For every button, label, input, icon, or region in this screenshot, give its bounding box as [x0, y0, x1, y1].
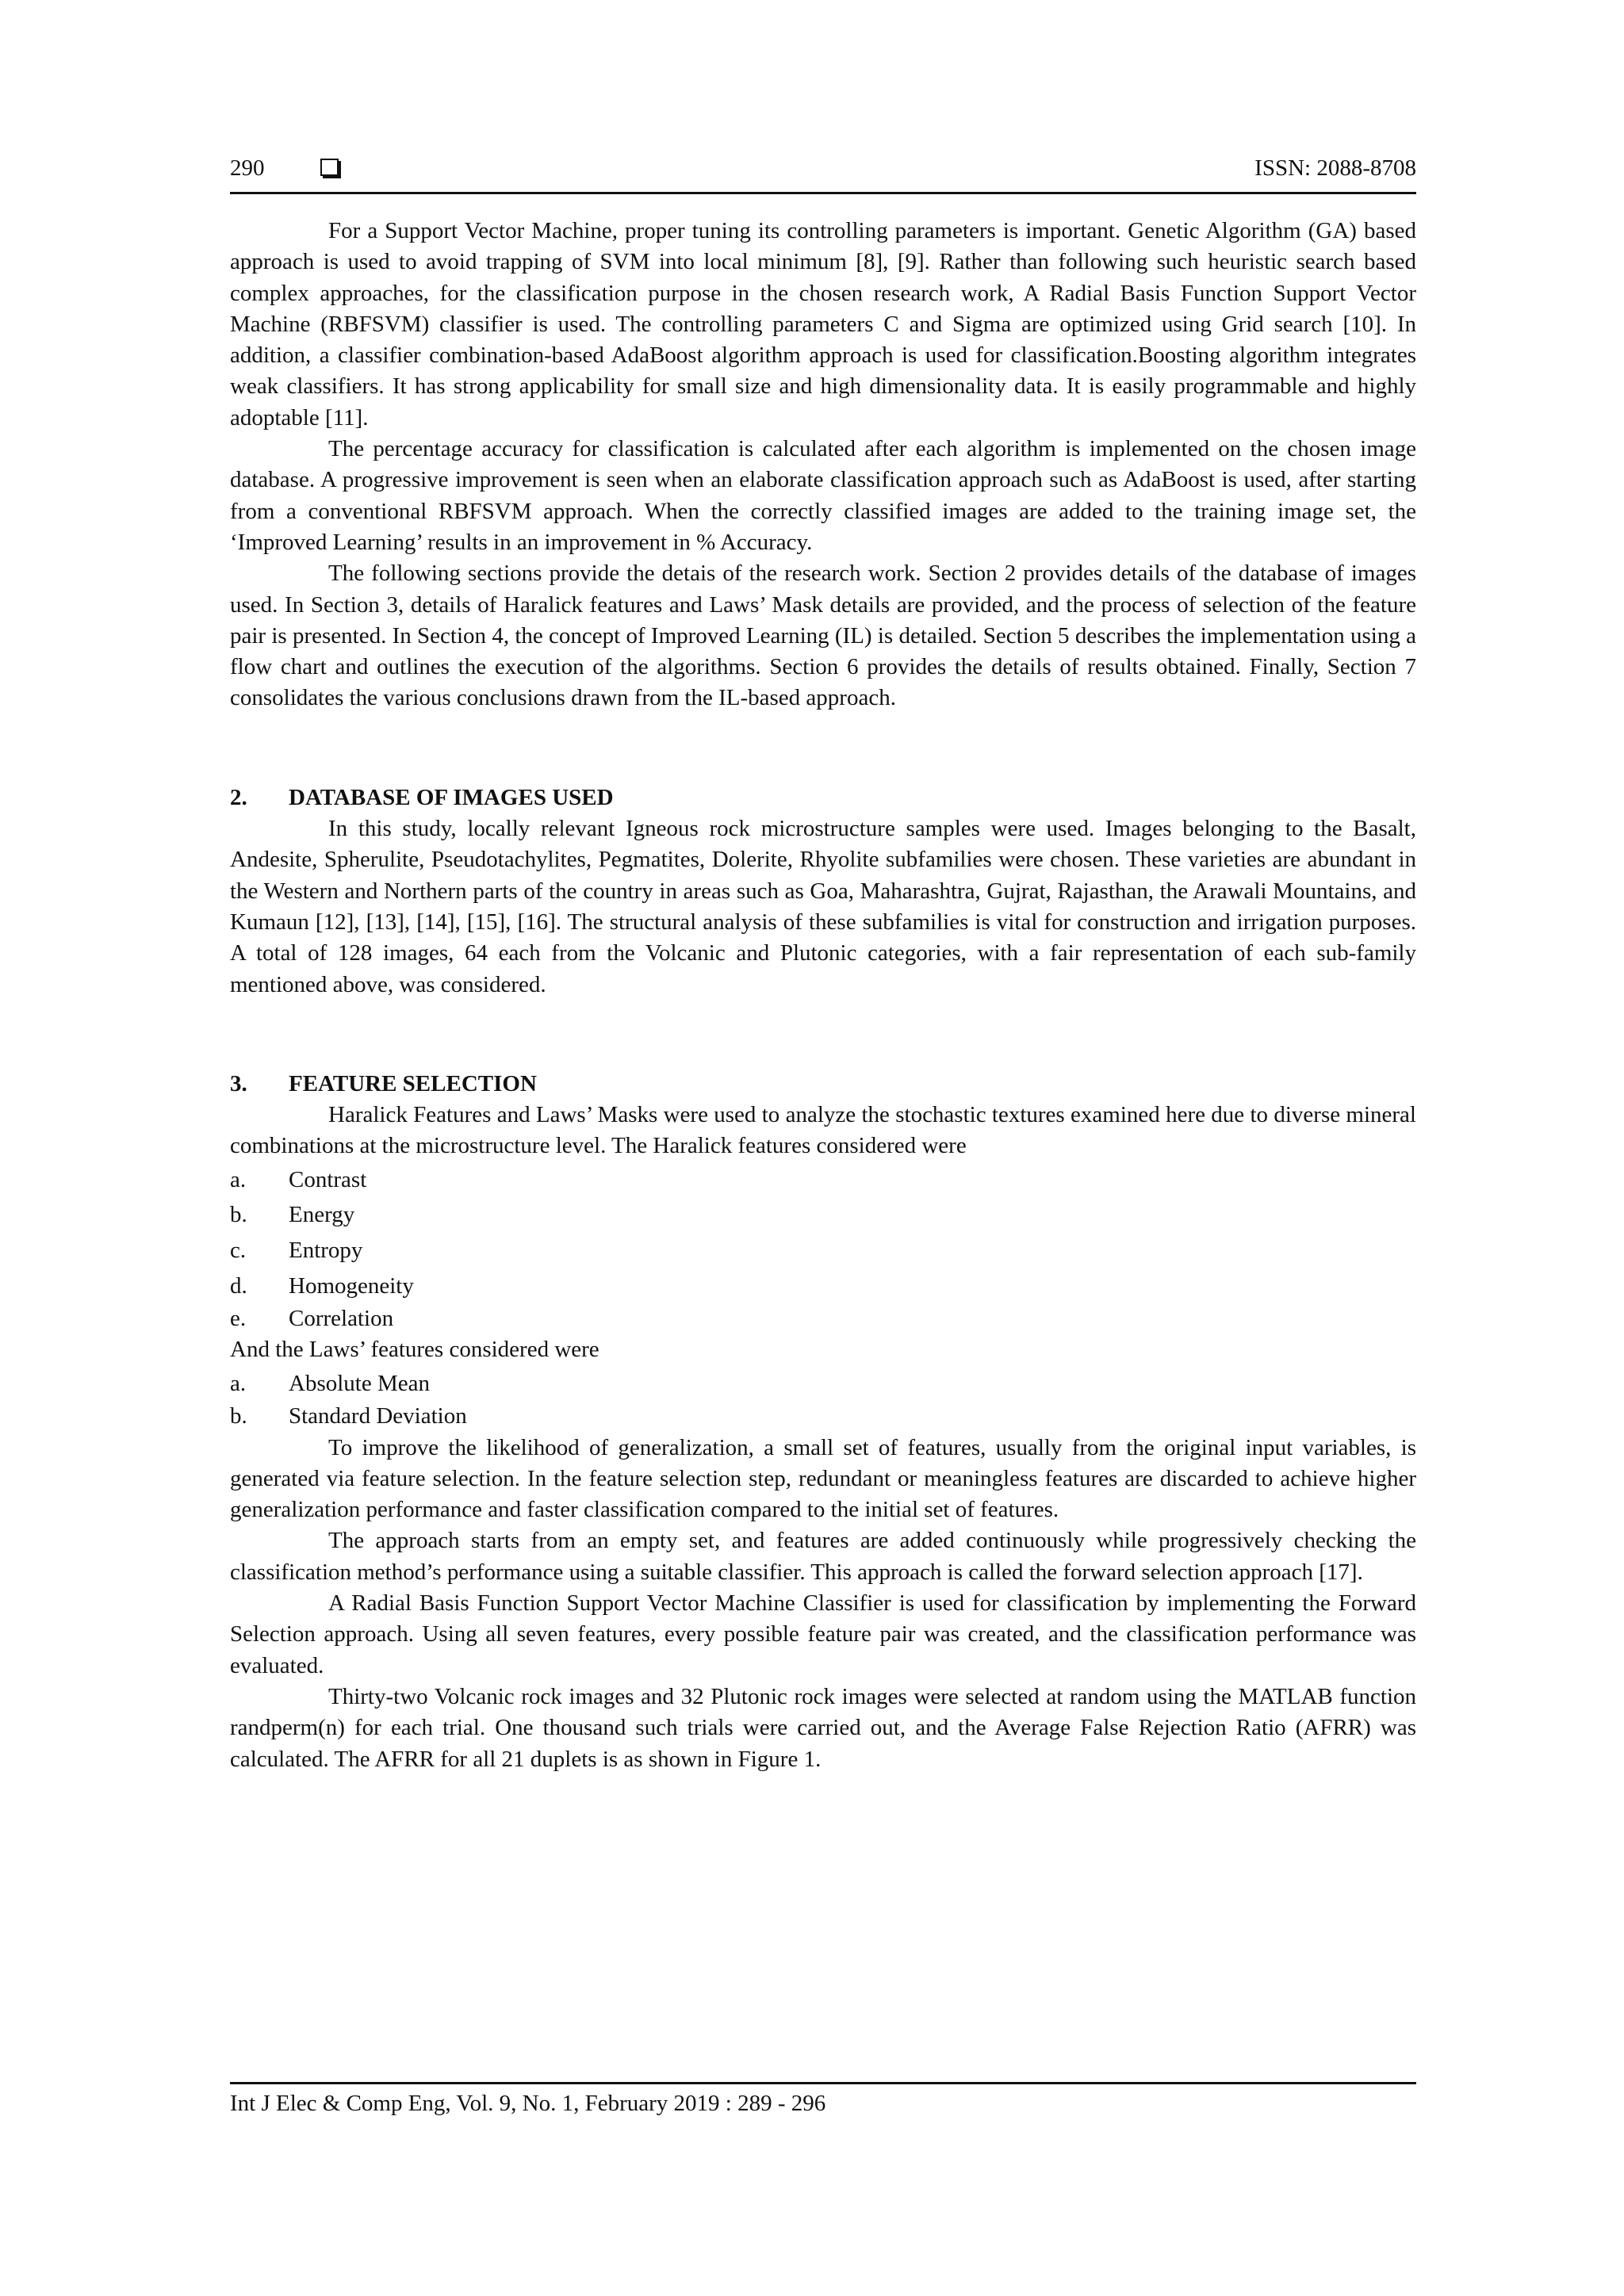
intro-paragraph-2: The percentage accuracy for classification is calculated after each algorithm is implemented on the chosen image database. A progressive improvement is seen when an elaborate classification approach such as AdaBoost is used, after starting from a conventional RBFSVM approach. When the correctly classified images are added to the training image set, the ‘Improved Learning’ results in an improvement in % Accuracy. — [230, 436, 1416, 555]
section-3-paragraph-1: To improve the likelihood of generalization, a small set of features, usually from the original input variables, is generated via feature selection. In the feature selection step, redundant or meaningless features are discarded to achieve higher generalization performance and faster classification compared to the initial set of features. — [230, 1434, 1416, 1523]
section-3-number: 3. — [230, 1070, 247, 1096]
laws-features-intro: And the Laws’ features considered were — [230, 1337, 599, 1363]
list-item-text: Absolute Mean — [289, 1370, 430, 1396]
laws-feature-list — [230, 1366, 1416, 1433]
section-2-paragraph: In this study, locally relevant Igneous rock microstructure samples were used. Images belonging to the Basalt, Andesite, Spherulite, Pseudotachylites, Pegmatites, Dolerite, Rhyolite subfamilies were chosen. These varieties are abundant in the Western and Northern parts of the country in areas such as Goa, Maharashtra, Gujrat, Rajasthan, the Arawali Mountains, and Kumaun [12], [13], [14], [15], [16]. The structural analysis of these subfamilies is vital for construction and irrigation purposes. A total of 128 images, 64 each from the Volcanic and Plutonic categories, with a fair representation of each sub-family mentioned above, was considered. — [230, 816, 1416, 997]
page-header — [230, 151, 1416, 194]
intro-paragraph-1: For a Support Vector Machine, proper tuning its controlling parameters is important. Genetic Algorithm (GA) based approach is used to avoid trapping of SVM into local minimum [8], [9]. Rather than following such heuristic search based complex approaches, for the classification purpose in the chosen research work, A Radial Basis Function Support Vector Machine (RBFSVM) classifier is used. The controlling parameters C and Sigma are optimized using Grid search [10]. In addition, a classifier combination-based AdaBoost algorithm approach is used for classification.Boosting algorithm integrates weak classifiers. It has strong applicability for small size and high dimensionality data. It is easily programmable and highly adoptable [11]. — [230, 218, 1416, 430]
journal-issn: ISSN: 2088-8708 — [1254, 155, 1416, 181]
list-item-text: Standard Deviation — [289, 1403, 467, 1429]
section-spacer — [230, 714, 1416, 783]
section-2-number: 2. — [230, 784, 247, 810]
section-spacer — [230, 1001, 1416, 1069]
list-item-text: Energy — [289, 1202, 355, 1228]
intro-paragraph-3: The following sections provide the detais of the research work. Section 2 provides details of the database of images used. In Section 3, details of Haralick features and Laws’ Mask details are provided, and the process of selection of the feature pair is presented. In Section 4, the concept of Improved Learning (IL) is detailed. Section 5 describes the implementation using a flow chart and outlines the execution of the algorithms. Section 6 provides the details of results obtained. Finally, Section 7 consolidates the various conclusions drawn from the IL-based approach. — [230, 561, 1416, 711]
haralick-feature-list — [230, 1162, 1416, 1335]
list-marker: b. — [230, 1202, 247, 1228]
list-item-text: Correlation — [289, 1306, 394, 1332]
list-item-text: Entropy — [289, 1237, 363, 1263]
list-marker: c. — [230, 1237, 247, 1263]
list-marker: d. — [230, 1272, 247, 1299]
list-item — [230, 1303, 1416, 1334]
page-footer — [230, 2082, 1416, 2117]
section-3-title: FEATURE SELECTION — [289, 1070, 537, 1096]
section-2-heading — [230, 783, 1416, 813]
list-marker: b. — [230, 1403, 247, 1429]
list-marker: e. — [230, 1306, 247, 1332]
journal-citation: Int J Elec & Comp Eng, Vol. 9, No. 1, February 2019 : 289 - 296 — [230, 2091, 826, 2116]
section-3-intro: Haralick Features and Laws’ Masks were used to analyze the stochastic textures examined here due to diverse mineral combinations at the microstructure level. The Haralick features considered were — [230, 1102, 1416, 1159]
list-marker: a. — [230, 1370, 247, 1396]
section-3-paragraph-4: Thirty-two Volcanic rock images and 32 Plutonic rock images were selected at random using the MATLAB function randperm(n) for each trial. One thousand such trials were carried out, and the Average False Rejection Ratio (AFRR) was calculated. The AFRR for all 21 duplets is as shown in Figure 1. — [230, 1683, 1416, 1772]
list-item — [230, 1162, 1416, 1198]
list-item — [230, 1269, 1416, 1304]
list-item-text: Homogeneity — [289, 1272, 414, 1299]
list-item — [230, 1366, 1416, 1402]
section-3-heading — [230, 1069, 1416, 1100]
page-number: 290 — [230, 155, 265, 181]
page-body — [230, 216, 1416, 1775]
list-marker: a. — [230, 1166, 247, 1192]
square-bullet-icon — [320, 159, 339, 176]
list-item — [230, 1233, 1416, 1269]
list-item — [230, 1197, 1416, 1233]
section-3-paragraph-2: The approach starts from an empty set, and features are added continuously while progressively checking the classification method’s performance using a suitable classifier. This approach is called the forward selection approach [17]. — [230, 1528, 1416, 1585]
section-3-paragraph-3: A Radial Basis Function Support Vector Machine Classifier is used for classification by implementing the Forward Selection approach. Using all seven features, every possible feature pair was created, and the classification performance was evaluated. — [230, 1590, 1416, 1678]
list-item-text: Contrast — [289, 1166, 367, 1192]
section-2-title: DATABASE OF IMAGES USED — [289, 784, 614, 810]
list-item — [230, 1401, 1416, 1432]
